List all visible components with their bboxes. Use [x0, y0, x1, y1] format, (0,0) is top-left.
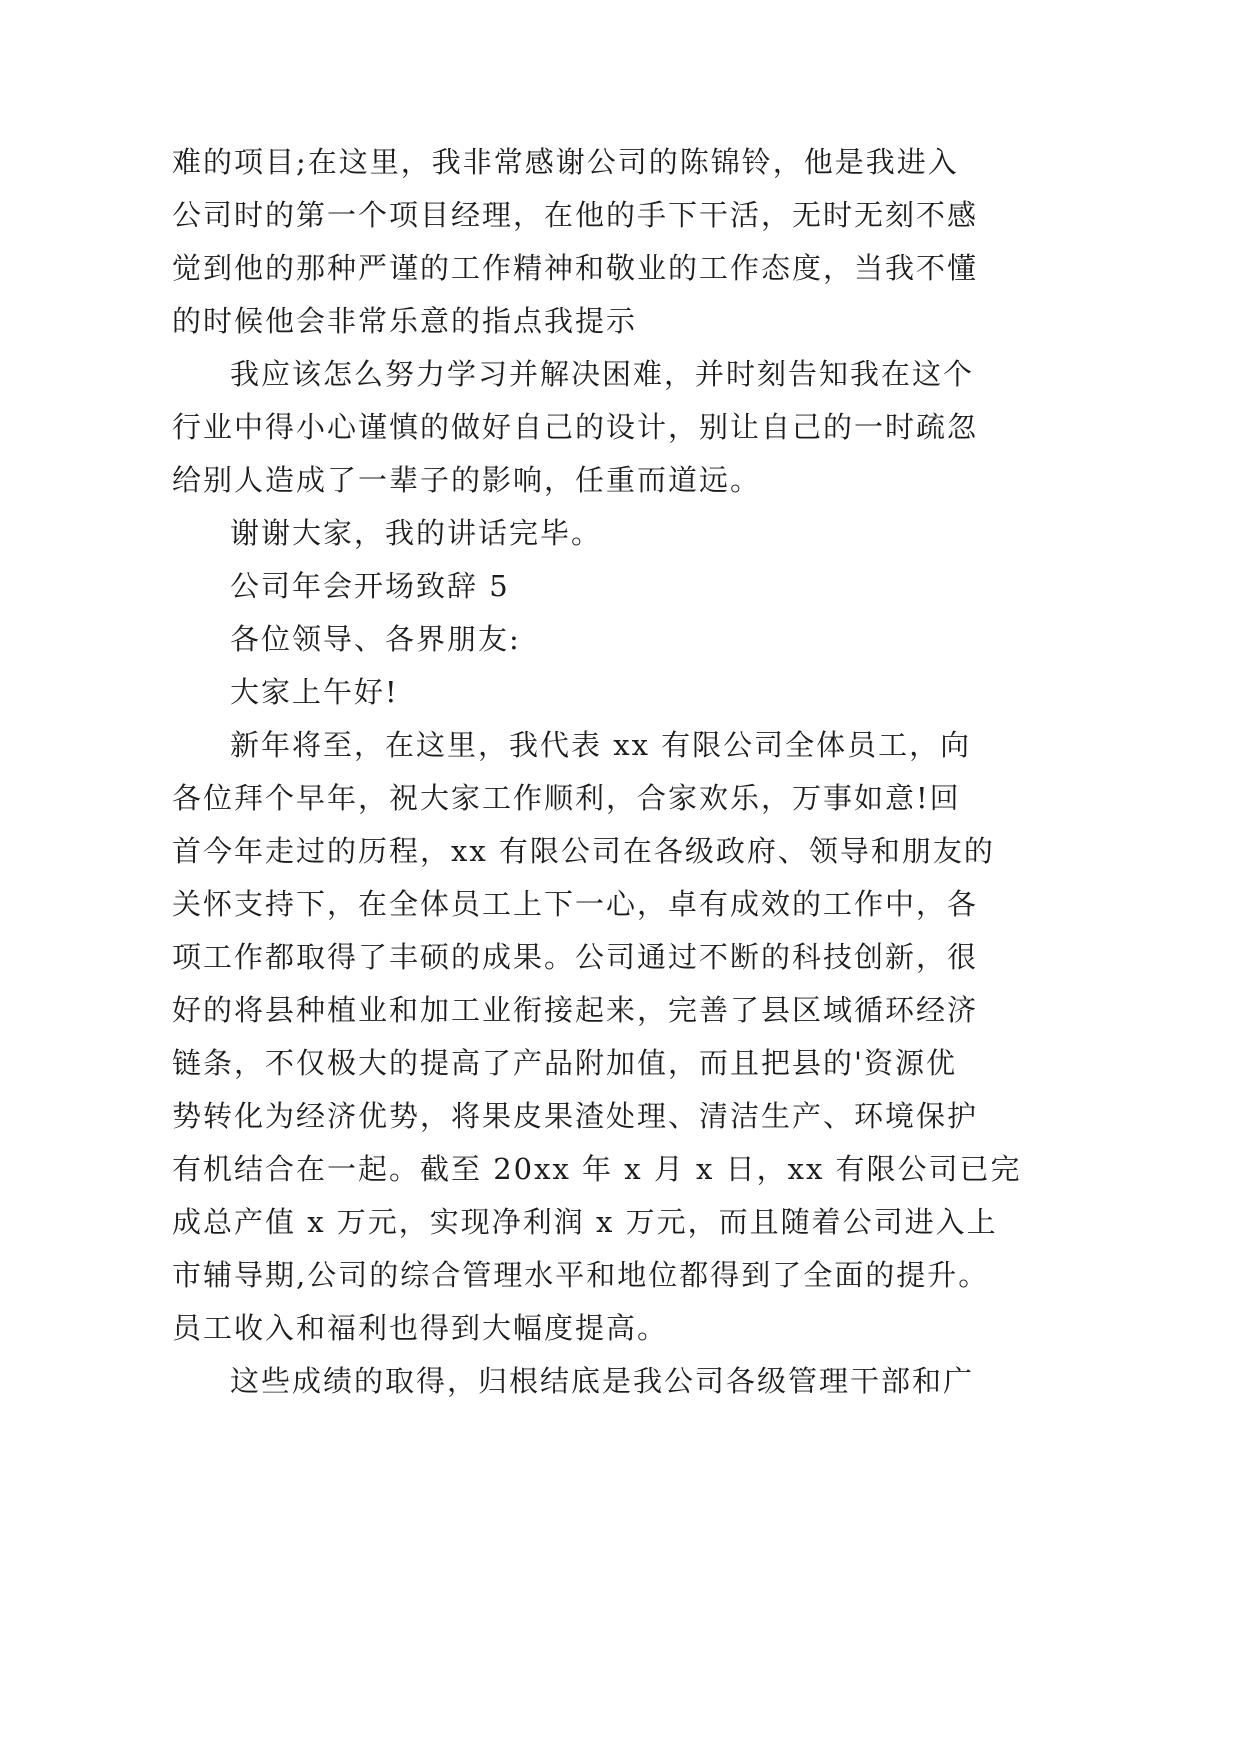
body-text-line: 关怀支持下，在全体员工上下一心，卓有成效的工作中，各	[172, 887, 979, 921]
body-text-line: 给别人造成了一辈子的影响，任重而道远。	[172, 463, 762, 497]
body-text-line: 有机结合在一起。截至 20xx 年 x 月 x 日，xx 有限公司已完	[172, 1152, 1022, 1186]
greeting: 大家上午好!	[230, 675, 399, 709]
body-text-line: 员工收入和福利也得到大幅度提高。	[172, 1311, 669, 1345]
body-text-line: 这些成绩的取得，归根结底是我公司各级管理干部和广	[230, 1364, 975, 1398]
body-text-line: 成总产值 x 万元，实现净利润 x 万元，而且随着公司进入上	[172, 1205, 998, 1239]
body-text-line: 新年将至，在这里，我代表 xx 有限公司全体员工，向	[230, 728, 972, 762]
body-text-line: 市辅导期,公司的综合管理水平和地位都得到了全面的提升。	[172, 1258, 990, 1292]
body-text-line: 难的项目;在这里，我非常感谢公司的陈锦铃，他是我进入	[172, 145, 959, 179]
body-text-line: 项工作都取得了丰硕的成果。公司通过不断的科技创新，很	[172, 940, 979, 974]
body-text-line: 的时候他会非常乐意的指点我提示	[172, 304, 638, 338]
body-text-line: 行业中得小心谨慎的做好自己的设计，别让自己的一时疏忽	[172, 410, 979, 444]
body-text-line: 各位拜个早年，祝大家工作顺利，合家欢乐，万事如意!回	[172, 781, 961, 815]
closing-line: 谢谢大家，我的讲话完毕。	[230, 516, 603, 550]
body-text-line: 觉到他的那种严谨的工作精神和敬业的工作态度，当我不懂	[172, 251, 979, 285]
body-text-line: 势转化为经济优势，将果皮果渣处理、清洁生产、环境保护	[172, 1099, 979, 1133]
body-text-line: 公司时的第一个项目经理，在他的手下干活，无时无刻不感	[172, 198, 979, 232]
section-heading: 公司年会开场致辞 5	[230, 569, 510, 603]
body-text-line: 链条，不仅极大的提高了产品附加值，而且把县的'资源优	[172, 1046, 957, 1080]
body-text-line: 我应该怎么努力学习并解决困难，并时刻告知我在这个	[230, 357, 975, 391]
body-text-line: 好的将县种植业和加工业衔接起来，完善了县区域循环经济	[172, 993, 979, 1027]
body-text-line: 首今年走过的历程，xx 有限公司在各级政府、领导和朋友的	[172, 834, 995, 868]
salutation: 各位领导、各界朋友:	[230, 622, 521, 656]
